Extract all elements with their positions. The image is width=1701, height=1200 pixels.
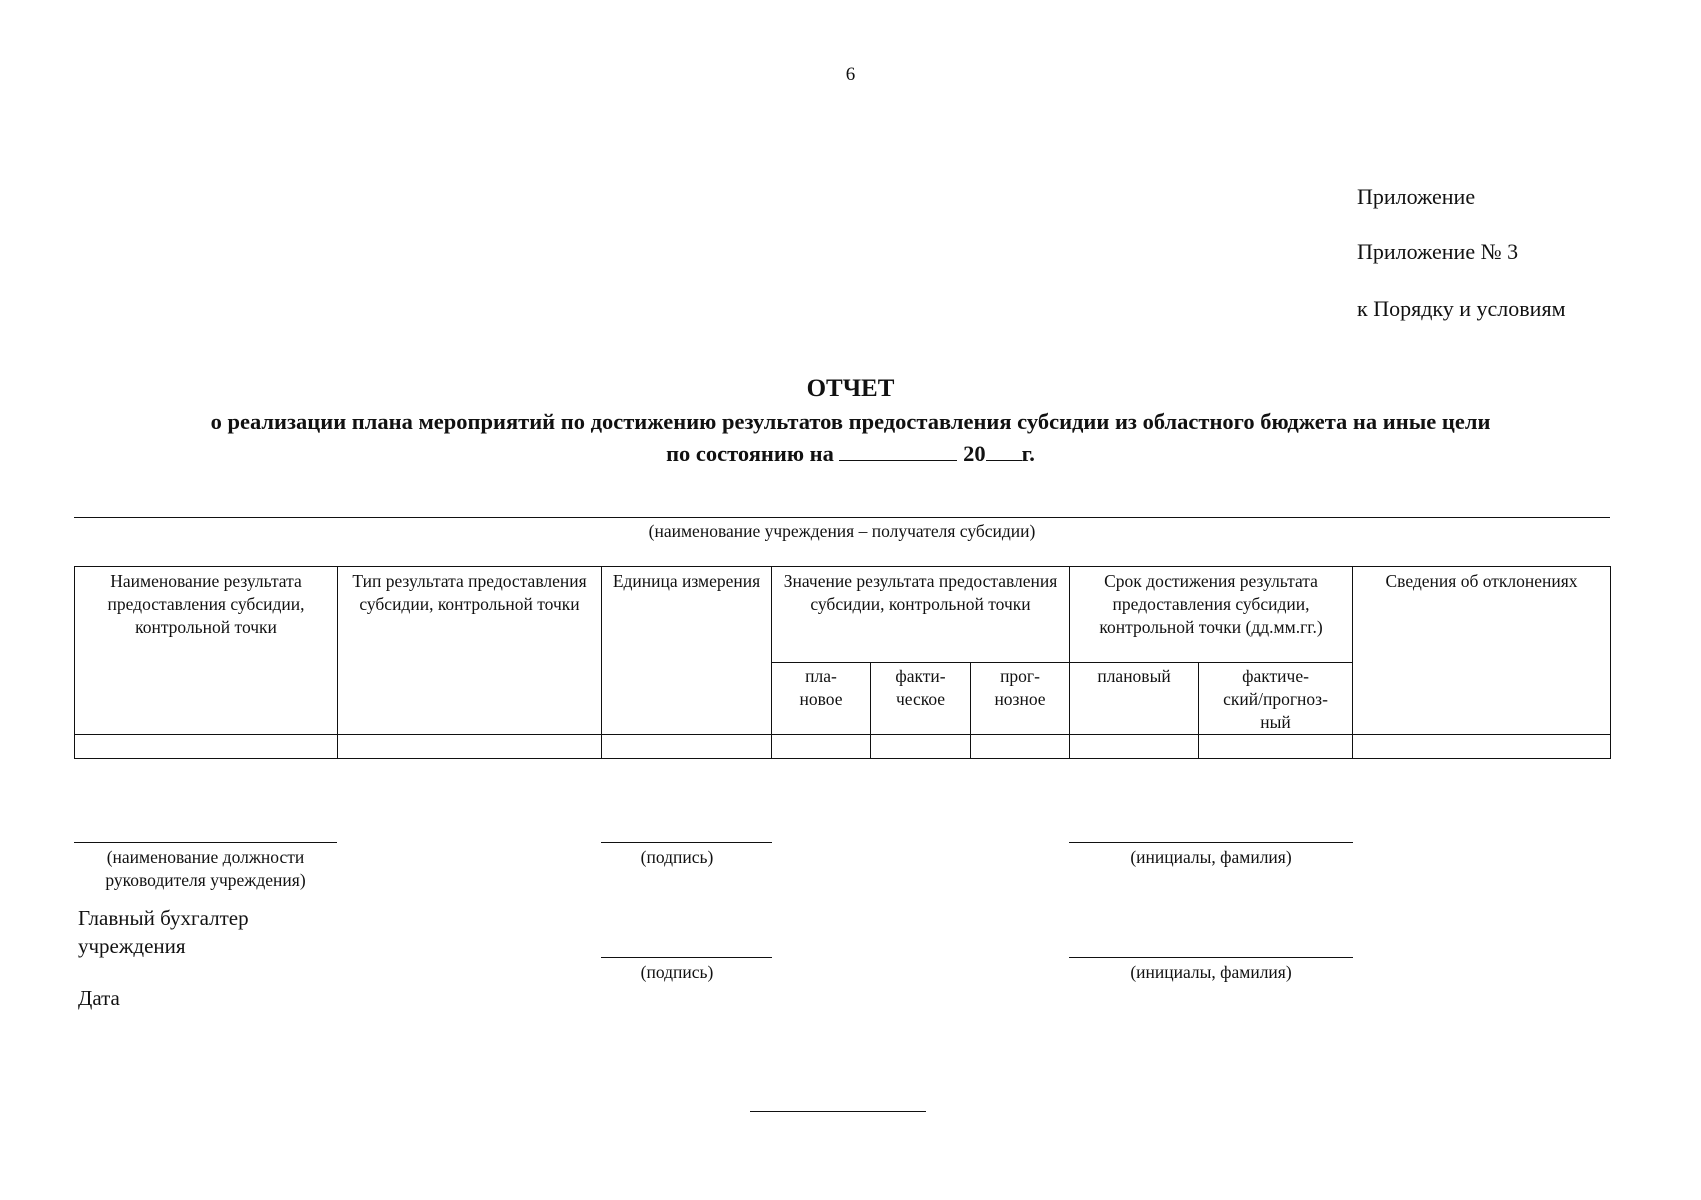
header-deadline-planned: плановый xyxy=(1070,663,1199,735)
report-title: ОТЧЕТ xyxy=(806,375,895,402)
appendix-reference: к Порядку и условиям xyxy=(1357,296,1566,321)
year-blank xyxy=(986,440,1022,461)
header-value-actual: факти- ческое xyxy=(871,663,971,735)
head-signature-caption: (подпись) xyxy=(640,847,714,867)
table-cell xyxy=(75,735,338,759)
table-cell xyxy=(971,735,1070,759)
header-unit: Единица измерения xyxy=(602,567,772,735)
head-signature-line xyxy=(601,842,772,843)
page-number: 6 xyxy=(845,64,856,85)
year-prefix: 20 xyxy=(963,441,986,466)
table-cell xyxy=(1353,735,1611,759)
position-caption: (наименование должности руководителя учреждения) xyxy=(105,847,306,890)
year-suffix: г. xyxy=(1021,441,1035,466)
table-cell xyxy=(871,735,971,759)
header-result-name: Наименование результата предоставления субсидии, контрольной точки xyxy=(75,567,338,735)
date-blank xyxy=(839,440,957,461)
head-name-caption: (инициалы, фамилия) xyxy=(1130,847,1292,867)
head-name-line xyxy=(1069,842,1353,843)
chief-accountant-label: Главный бухгалтер учреждения xyxy=(78,906,249,958)
header-value-group: Значение результата предоставления субсидии, контрольной точки xyxy=(772,567,1070,663)
appendix-number: Приложение № 3 xyxy=(1357,239,1519,264)
accountant-signature-caption: (подпись) xyxy=(640,962,714,982)
table-row xyxy=(75,735,1611,759)
report-subtitle: о реализации плана мероприятий по достижению результатов предоставления субсидии из областного бюджета на иные цели xyxy=(210,409,1491,434)
table-cell xyxy=(602,735,772,759)
table-cell xyxy=(1199,735,1353,759)
table-cell xyxy=(1070,735,1199,759)
position-line xyxy=(74,842,337,843)
table-cell xyxy=(338,735,602,759)
report-table xyxy=(74,566,1611,759)
report-date-line xyxy=(0,440,1701,467)
header-value-planned: пла- новое xyxy=(772,663,871,735)
header-result-type: Тип результата предоставления субсидии, контрольной точки xyxy=(338,567,602,735)
accountant-name-caption: (инициалы, фамилия) xyxy=(1130,962,1292,982)
accountant-name-line xyxy=(1069,957,1353,958)
institution-line xyxy=(74,517,1610,518)
header-deadline-group: Срок достижения результата предоставления субсидии, контрольной точки (дд.мм.гг.) xyxy=(1070,567,1353,663)
date-label: Дата xyxy=(78,986,120,1010)
header-deadline-actual: фактиче- ский/прогноз- ный xyxy=(1199,663,1353,735)
header-value-forecast: прог- нозное xyxy=(971,663,1070,735)
accountant-signature-line xyxy=(601,957,772,958)
table-cell xyxy=(772,735,871,759)
appendix-label: Приложение xyxy=(1357,184,1476,209)
date-prefix: по состоянию на xyxy=(666,441,834,466)
header-deviations: Сведения об отклонениях xyxy=(1353,567,1611,735)
institution-caption: (наименование учреждения – получателя субсидии) xyxy=(648,521,1036,541)
closing-separator xyxy=(750,1111,926,1112)
